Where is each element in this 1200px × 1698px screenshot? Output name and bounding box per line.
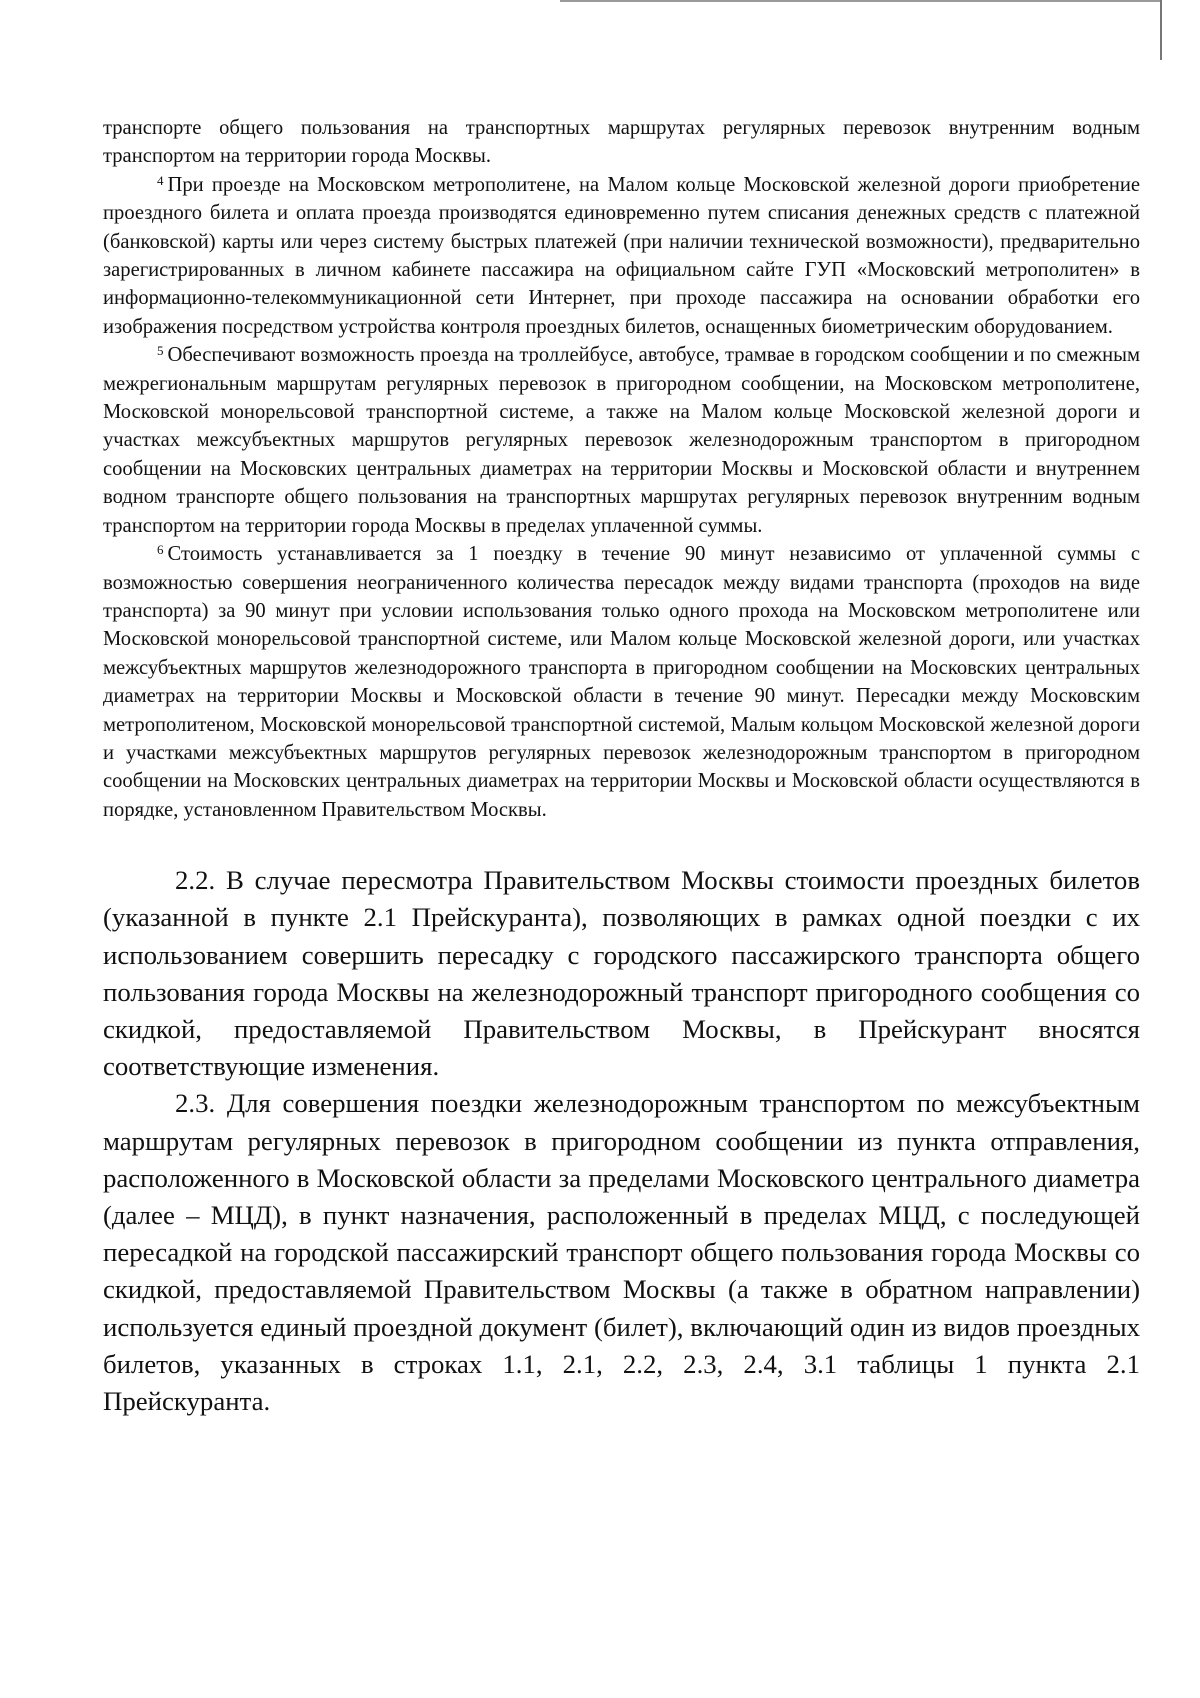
paragraph-2-2: 2.2. В случае пересмотра Правительством Москвы стоимости проездных билетов (указанной в пункте 2.1 Прейскуранта), позволяющих в рамках одной поездки с их использованием совершить пересадку с городского пассажирского транспорта общего пользования города Москвы на железнодорожный транспорт пригородного сообщения со скидкой, предоставляемой Правительством Москвы, в Прейскурант вносятся соответствующие изменения. — [103, 865, 1140, 1082]
footnote-text: Обеспечивают возможность проезда на троллейбусе, автобусе, трамвае в городском сообщении и по смежным межрегиональным маршрутам регулярных перевозок в пригородном сообщении, на Московском метрополитене, Московской монорельсовой транспортной системе, а также на Малом кольце Московской железной дороги и участках межсубъектных маршрутов регулярных перевозок железнодорожным транспортом в пригородном сообщении на Московских центральных диаметрах на территории Москвы и Московской области и внутреннем водном транспорте общего пользования на транспортных маршрутах регулярных перевозок внутренним водным транспортом на территории города Москвы в пределах уплаченной суммы. — [103, 344, 1140, 537]
footnote-marker: 5 — [157, 343, 164, 359]
footnote-marker: 4 — [157, 172, 164, 188]
footnote-text: Стоимость устанавливается за 1 поездку в течение 90 минут независимо от уплаченной суммы с возможностью совершения неограниченного количества пересадок между видами транспорта (проходов на виде транспорта) за 90 минут при условии использования только одного прохода на Московском метрополитене или Московской монорельсовой транспортной системе, или Малом кольце Московской железной дороги, или участках межсубъектных маршрутов железнодорожного транспорта в пригородном сообщении на Московских центральных диаметрах на территории Москвы и Московской области в течение 90 минут. Пересадки между Московским метрополитеном, Московской монорельсовой транспортной системой, Малым кольцом Московской железной дороги и участками межсубъектных маршрутов регулярных перевозок железнодорожным транспортом в пригородном сообщении на Московских центральных диаметрах на территории Москвы и Московской области осуществляются в порядке, установленном Правительством Москвы. — [103, 543, 1140, 821]
footnote-marker: 6 — [157, 542, 164, 558]
main-text — [103, 862, 1140, 1420]
footnotes — [103, 114, 1140, 824]
scan-edge-right — [1160, 0, 1162, 60]
footnote-text: транспорте общего пользования на транспортных маршрутах регулярных перевозок внутренним водным транспортом на территории города Москвы. — [103, 117, 1140, 168]
footnote-4 — [103, 171, 1140, 341]
scan-edge-top — [560, 0, 1160, 2]
document-page — [103, 114, 1140, 1420]
paragraph-2-3: 2.3. Для совершения поездки железнодорожным транспортом по межсубъектным маршрутам регулярных перевозок в пригородном сообщении из пункта отправления, расположенного в Московской области за пределами Московского центрального диаметра (далее – МЦД), в пункт назначения, расположенный в пределах МЦД, с последующей пересадкой на городской пассажирский транспорт общего пользования города Москвы со скидкой, предоставляемой Правительством Москвы (а также в обратном направлении) используется единый проездной документ (билет), включающий один из видов проездных билетов, указанных в строках 1.1, 2.1, 2.2, 2.3, 2.4, 3.1 таблицы 1 пункта 2.1 Прейскуранта. — [103, 1088, 1140, 1416]
footnote-6 — [103, 540, 1140, 824]
footnote-continued — [103, 114, 1140, 171]
footnote-text: При проезде на Московском метрополитене, на Малом кольце Московской железной дороги приобретение проездного билета и оплата проезда производятся единовременно путем списания денежных средств с платежной (банковской) карты или через систему быстрых платежей (при наличии технической возможности), предварительно зарегистрированных в личном кабинете пассажира на официальном сайте ГУП «Московский метрополитен» в информационно-телекоммуникационной сети Интернет, при проходе пассажира на основании обработки его изображения посредством устройства контроля проездных билетов, оснащенных биометрическим оборудованием. — [103, 173, 1140, 338]
footnote-5 — [103, 341, 1140, 540]
